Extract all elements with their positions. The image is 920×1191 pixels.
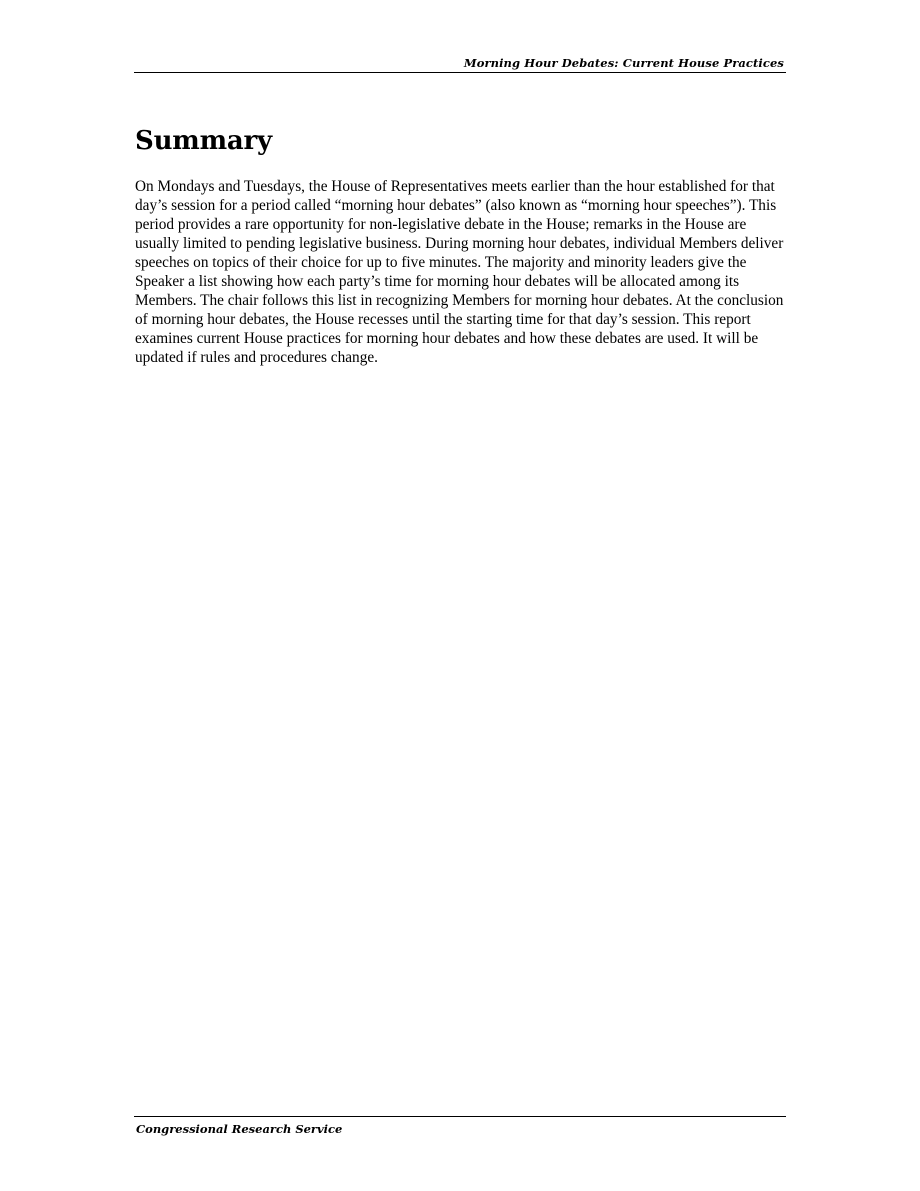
running-footer — [134, 1116, 786, 1136]
footer-organization: Congressional Research Service — [136, 1122, 343, 1136]
running-header-title: Morning Hour Debates: Current House Practices — [463, 56, 784, 70]
running-header — [134, 56, 786, 73]
section-heading: Summary — [135, 126, 272, 156]
summary-paragraph: On Mondays and Tuesdays, the House of Representatives meets earlier than the hour established for that day’s session for a period called “morning hour debates” (also known as “morning hour speeches”). This period provides a rare opportunity for non-legislative debate in the House; remarks in the House are usually limited to pending legislative business. During morning hour debates, individual Members deliver speeches on topics of their choice for up to five minutes. The majority and minority leaders give the Speaker a list showing how each party’s time for morning hour debates will be allocated among its Members. The chair follows this list in recognizing Members for morning hour debates. At the conclusion of morning hour debates, the House recesses until the starting time for that day’s session. This report examines current House practices for morning hour debates and how these debates are used. It will be updated if rules and procedures change. — [135, 178, 784, 366]
